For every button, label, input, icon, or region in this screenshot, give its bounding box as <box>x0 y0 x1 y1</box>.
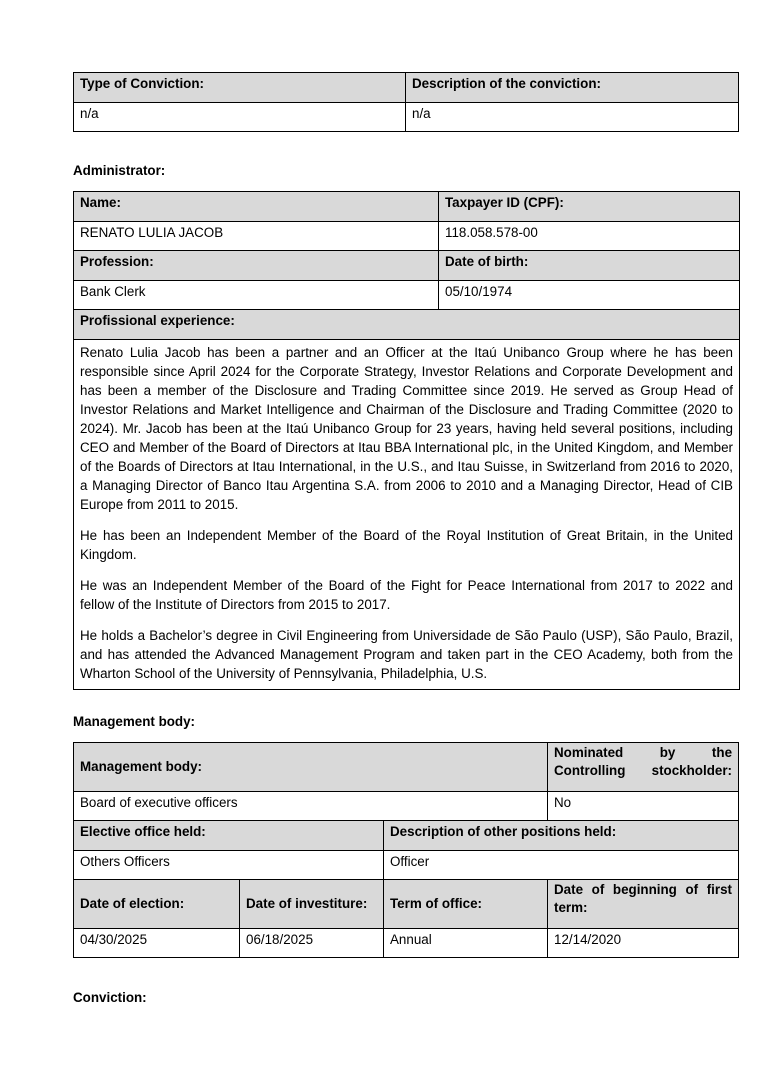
cpf-label: Taxpayer ID (CPF): <box>439 192 740 222</box>
administrator-heading: Administrator: <box>73 163 166 178</box>
conviction-type-header: Type of Conviction: <box>74 73 406 103</box>
experience-paragraph: He holds a Bachelor’s degree in Civil Engineering from Universidade de São Paulo (USP), São Paulo, Brazil, and has attended the Advanced Management Program and taken part in the CEO Academy, both from the Wharton School of the University of Pennsylvania, Philadelphia, U.S. <box>80 628 733 681</box>
management-body-value: Board of executive officers <box>74 792 548 821</box>
first-term-date-value: 12/14/2020 <box>548 929 739 958</box>
date-of-investiture-value: 06/18/2025 <box>240 929 384 958</box>
nominated-label: Nominated by the Controlling stockholder: <box>548 743 739 792</box>
management-table <box>73 742 739 958</box>
experience-paragraph: He has been an Independent Member of the Board of the Royal Institution of Great Britain, in the United Kingdom. <box>80 528 733 562</box>
name-value: RENATO LULIA JACOB <box>74 222 439 251</box>
cpf-value: 118.058.578-00 <box>439 222 740 251</box>
date-of-election-value: 04/30/2025 <box>74 929 240 958</box>
profession-value: Bank Clerk <box>74 281 439 310</box>
elective-office-value: Others Officers <box>74 851 384 880</box>
experience-label: Profissional experience: <box>74 310 740 340</box>
management-heading: Management body: <box>73 714 196 729</box>
first-term-date-label: Date of beginning of first term: <box>548 880 739 929</box>
experience-content <box>74 340 740 690</box>
conviction-description-header: Description of the conviction: <box>406 73 739 103</box>
conviction-table <box>73 72 739 132</box>
conviction-heading: Conviction: <box>73 990 147 1005</box>
other-positions-label: Description of other positions held: <box>384 821 739 851</box>
dob-label: Date of birth: <box>439 251 740 281</box>
management-body-label: Management body: <box>74 743 548 792</box>
experience-paragraph: He was an Independent Member of the Board of the Fight for Peace International from 2017 to 2022 and fellow of the Institute of Directors from 2015 to 2017. <box>80 578 733 612</box>
conviction-description-value: n/a <box>406 103 739 132</box>
other-positions-value: Officer <box>384 851 739 880</box>
elective-office-label: Elective office held: <box>74 821 384 851</box>
administrator-table <box>73 191 740 690</box>
dob-value: 05/10/1974 <box>439 281 740 310</box>
term-of-office-label: Term of office: <box>384 880 548 929</box>
profession-label: Profession: <box>74 251 439 281</box>
date-of-election-label: Date of election: <box>74 880 240 929</box>
nominated-value: No <box>548 792 739 821</box>
experience-paragraph: Renato Lulia Jacob has been a partner and an Officer at the Itaú Unibanco Group where he has been responsible since April 2024 for the Corporate Strategy, Investor Relations and Corporate Development and has been a member of the Disclosure and Trading Committee since 2019. He served as Group Head of Investor Relations and Market Intelligence and Chairman of the Disclosure and Trading Committee (2020 to 2024). Mr. Jacob has been at the Itaú Unibanco Group for 23 years, having held several positions, including CEO and Member of the Board of Directors at Itau BBA International plc, in the United Kingdom, and Member of the Boards of Directors at Itau International, in the U.S., and Itau Suisse, in Switzerland from 2016 to 2020, a Managing Director of Banco Itau Argentina S.A. from 2006 to 2010 and a Managing Director, Head of CIB Europe from 2011 to 2015. <box>80 345 733 512</box>
term-of-office-value: Annual <box>384 929 548 958</box>
date-of-investiture-label: Date of investiture: <box>240 880 384 929</box>
conviction-type-value: n/a <box>74 103 406 132</box>
name-label: Name: <box>74 192 439 222</box>
